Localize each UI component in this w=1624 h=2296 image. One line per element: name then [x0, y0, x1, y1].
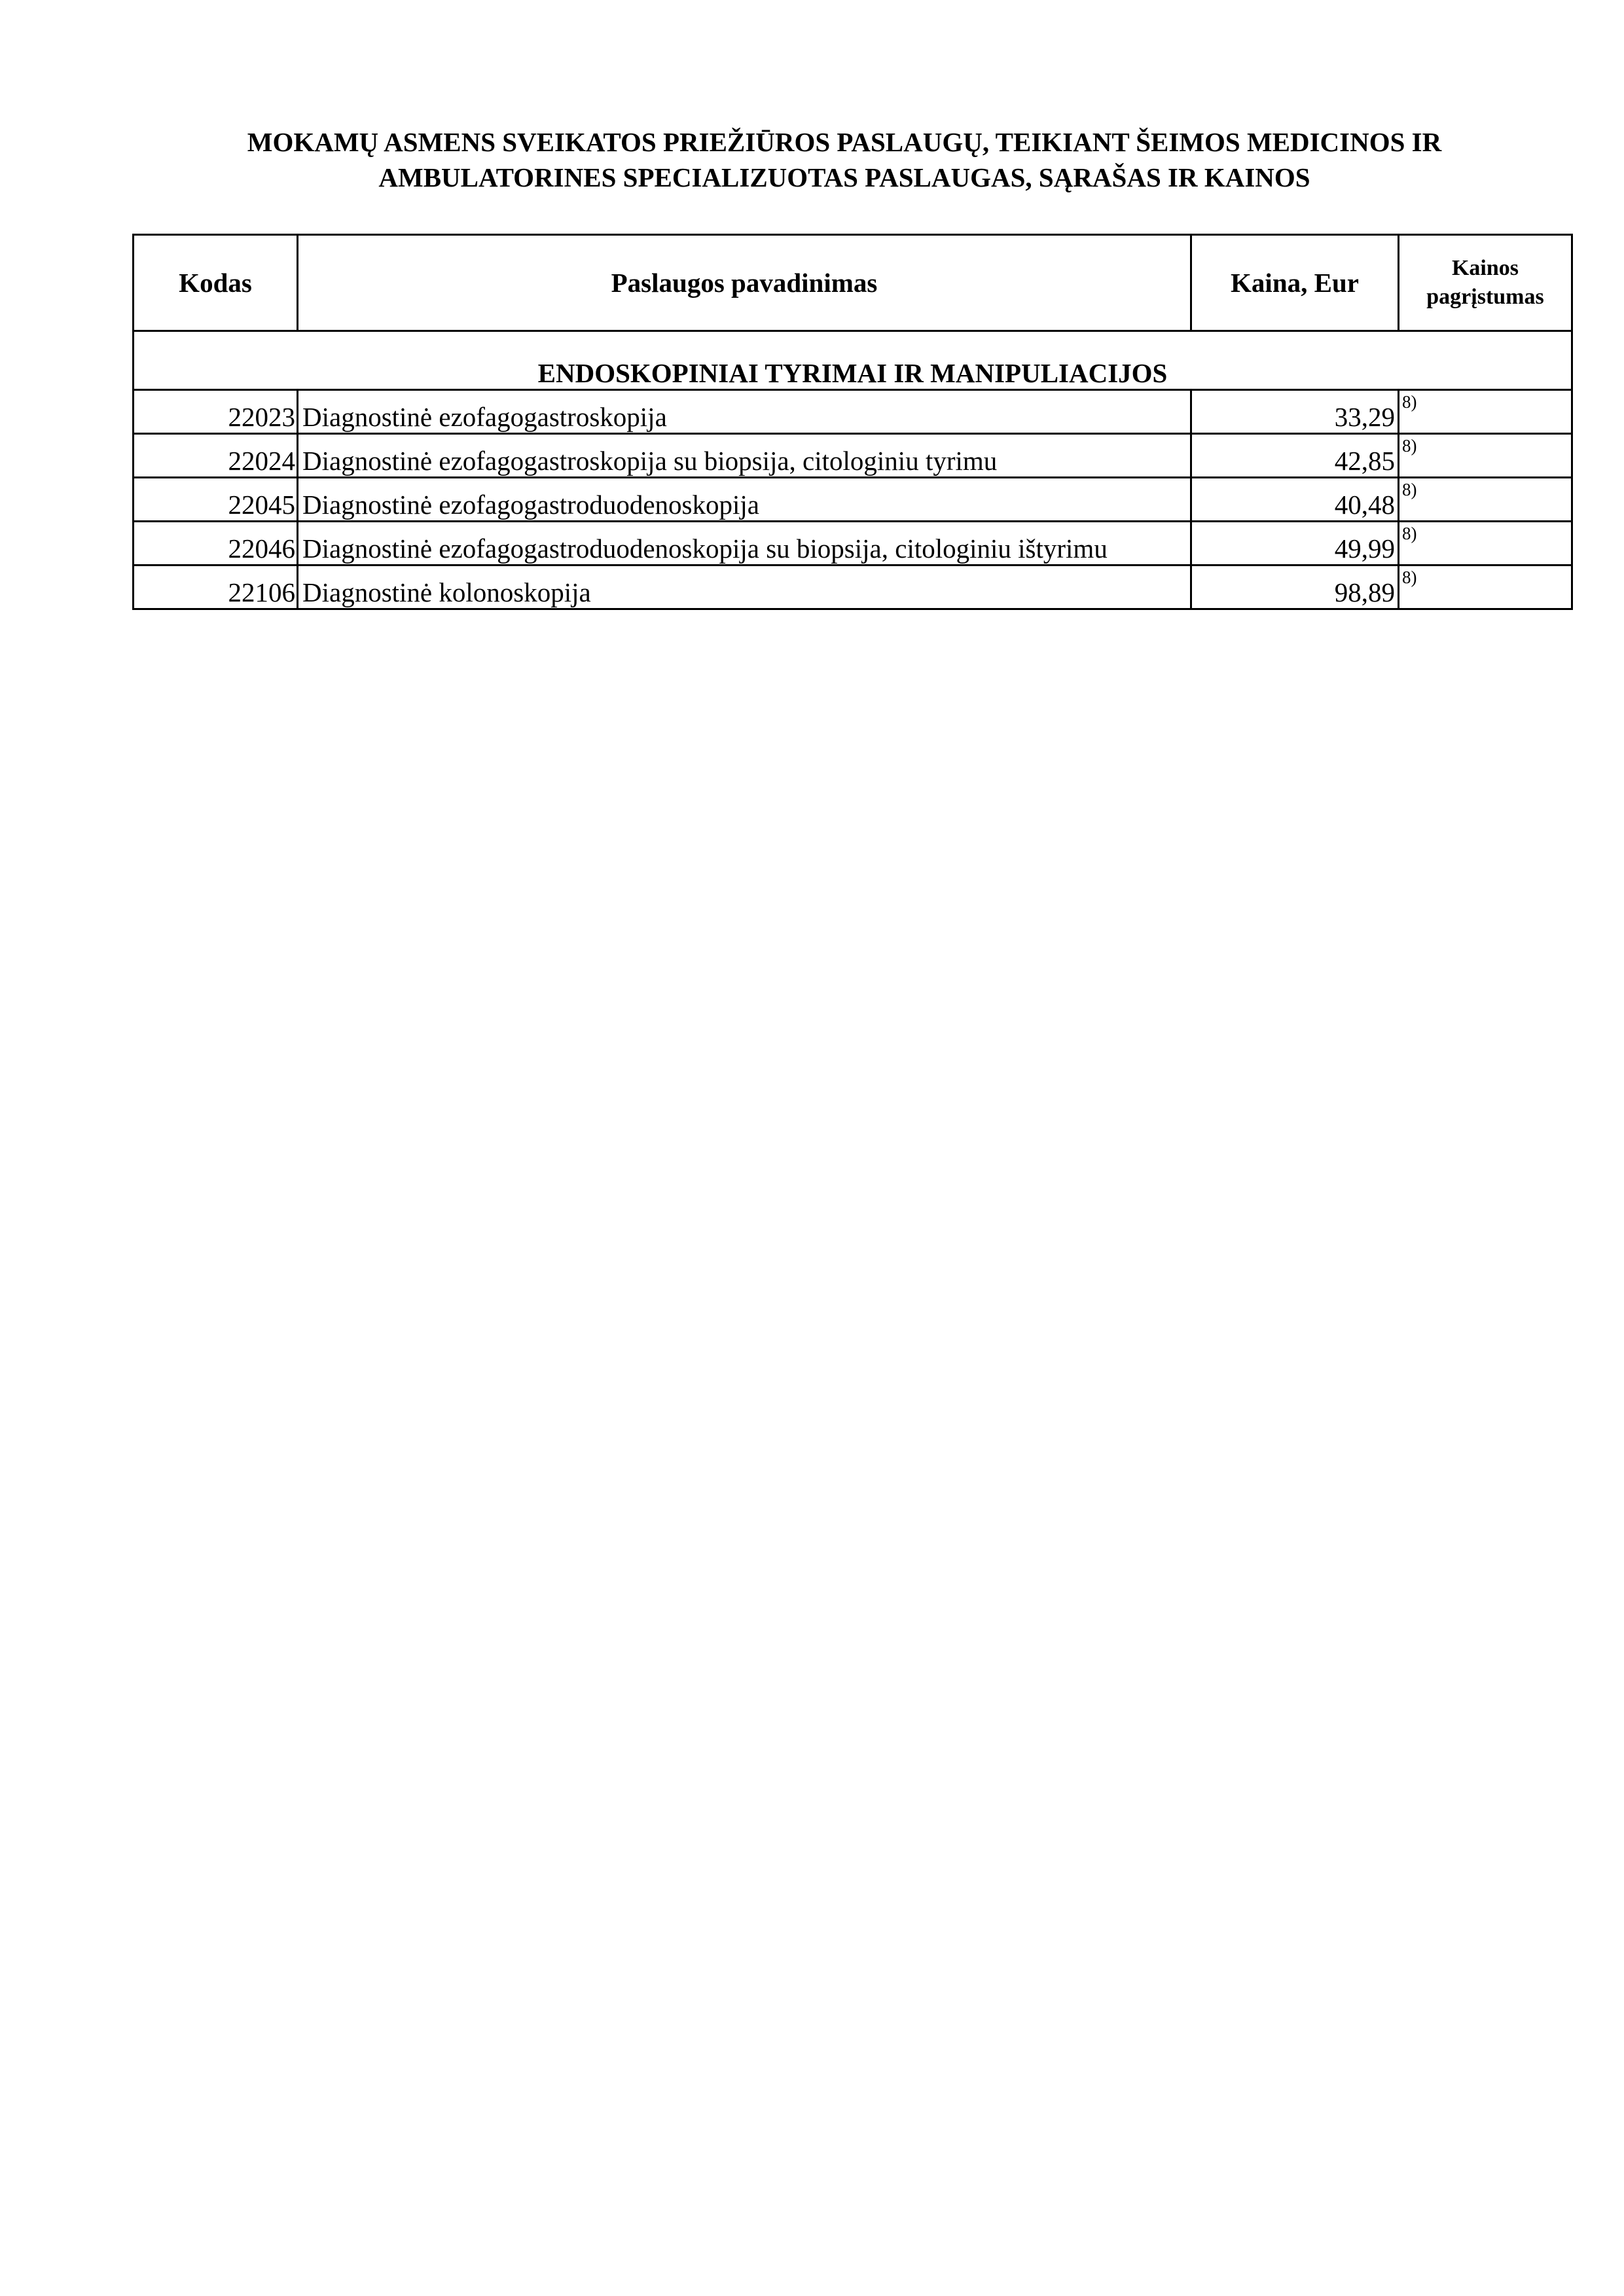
header-price: Kaina, Eur: [1191, 235, 1399, 331]
header-basis: [1399, 235, 1572, 331]
header-basis-line-2: pagrįstumas: [1426, 285, 1544, 309]
table-row: [134, 434, 1572, 478]
row-code: 22045: [134, 478, 298, 522]
row-price: 40,48: [1191, 478, 1399, 522]
table-row: [134, 390, 1572, 434]
row-code: 22106: [134, 565, 298, 609]
row-code: 22046: [134, 522, 298, 565]
header-code: Kodas: [134, 235, 298, 331]
row-price: 49,99: [1191, 522, 1399, 565]
row-price: 33,29: [1191, 390, 1399, 434]
row-name: Diagnostinė kolonoskopija: [298, 565, 1191, 609]
row-name: Diagnostinė ezofagogastroskopija su biopsija, citologiniu tyrimu: [298, 434, 1191, 478]
row-price: 98,89: [1191, 565, 1399, 609]
row-name: Diagnostinė ezofagogastroduodenoskopija su biopsija, citologiniu ištyrimu: [298, 522, 1191, 565]
table-header-row: [134, 235, 1572, 331]
table-row: [134, 478, 1572, 522]
table-row: [134, 522, 1572, 565]
row-basis: 8): [1399, 522, 1572, 565]
document-title: [131, 124, 1558, 195]
section-title: ENDOSKOPINIAI TYRIMAI IR MANIPULIACIJOS: [134, 331, 1572, 390]
section-row: [134, 331, 1572, 390]
row-code: 22024: [134, 434, 298, 478]
row-name: Diagnostinė ezofagogastroduodenoskopija: [298, 478, 1191, 522]
table-row: [134, 565, 1572, 609]
document-title-line-1: MOKAMŲ ASMENS SVEIKATOS PRIEŽIŪROS PASLAUGŲ, TEIKIANT ŠEIMOS MEDICINOS IR: [247, 127, 1442, 157]
row-code: 22023: [134, 390, 298, 434]
row-price: 42,85: [1191, 434, 1399, 478]
row-basis: 8): [1399, 565, 1572, 609]
header-name: Paslaugos pavadinimas: [298, 235, 1191, 331]
header-basis-line-1: Kainos: [1451, 256, 1519, 280]
price-table: [132, 234, 1573, 610]
row-basis: 8): [1399, 434, 1572, 478]
document-title-line-2: AMBULATORINES SPECIALIZUOTAS PASLAUGAS, SĄRAŠAS IR KAINOS: [378, 162, 1310, 192]
row-name: Diagnostinė ezofagogastroskopija: [298, 390, 1191, 434]
row-basis: 8): [1399, 478, 1572, 522]
row-basis: 8): [1399, 390, 1572, 434]
